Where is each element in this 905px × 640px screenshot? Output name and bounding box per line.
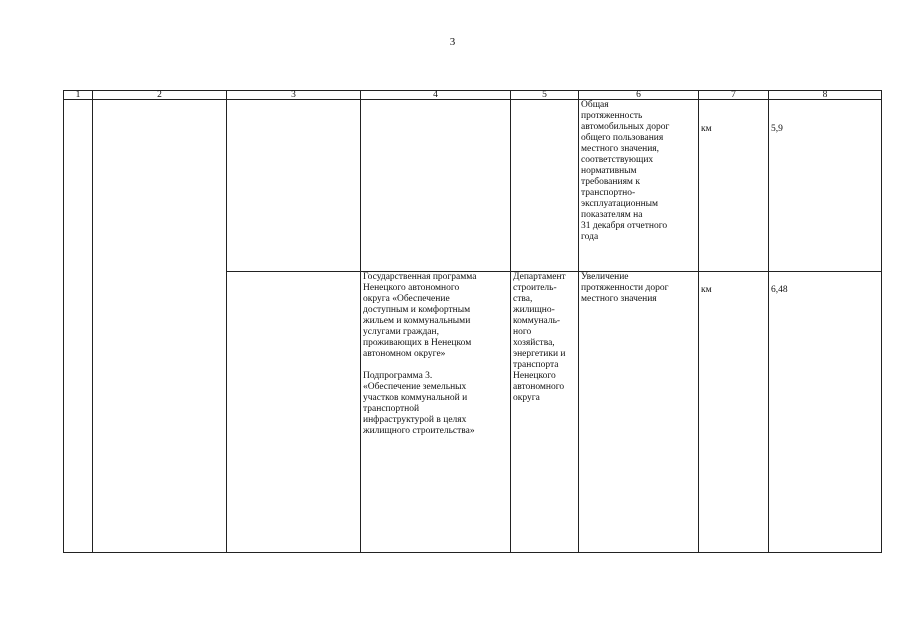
col-header-3: 3 [227,91,361,100]
cell-unit [699,272,769,553]
col-header-4: 4 [361,91,511,100]
value-label: 6,48 [771,285,788,295]
cell-col3 [227,272,361,553]
cell-program [361,272,511,553]
cell-value [769,272,882,553]
cell-unit [699,100,769,272]
header-row [64,91,882,100]
program-name: Государственная программа Ненецкого автономного округа «Обеспечение доступным и комфортным жильем и коммунальными услугами граждан, проживающих в Ненецком автономном округе» [363,272,477,359]
subprogram-name: Подпрограмма 3. «Обеспечение земельных участков коммунальной и транспортной инфраструктурой в целях жилищного строительства» [363,371,475,436]
indicator-name: Увеличение протяженности дорог местного значения [579,272,699,553]
col-header-1: 1 [64,91,93,100]
cell-value [769,100,882,272]
indicator-name: Общая протяженность автомобильных дорог общего пользования местного значения, соответствующих нормативным требованиям к транспортно- эксплуатационным показателям на 31 декабря отчетного года [579,100,699,272]
indicator-table [63,90,882,553]
cell-col3 [227,100,361,272]
responsible-executor: Департамент строитель- ства, жилищно- коммуналь- ного хозяйства, энергетики и транспорта Ненецкого автономного округа [511,272,579,553]
paragraph-gap [363,360,508,371]
table-row [64,100,882,272]
unit-label: км [701,124,712,134]
cell-col5 [511,100,579,272]
col-header-5: 5 [511,91,579,100]
unit-label: км [701,285,712,295]
value-label: 5,9 [771,124,783,134]
col-header-2: 2 [93,91,227,100]
cell-num [64,100,93,553]
col-header-6: 6 [579,91,699,100]
col-header-8: 8 [769,91,882,100]
cell-col2 [93,100,227,553]
page-number: 3 [449,36,456,48]
col-header-7: 7 [699,91,769,100]
cell-col4 [361,100,511,272]
